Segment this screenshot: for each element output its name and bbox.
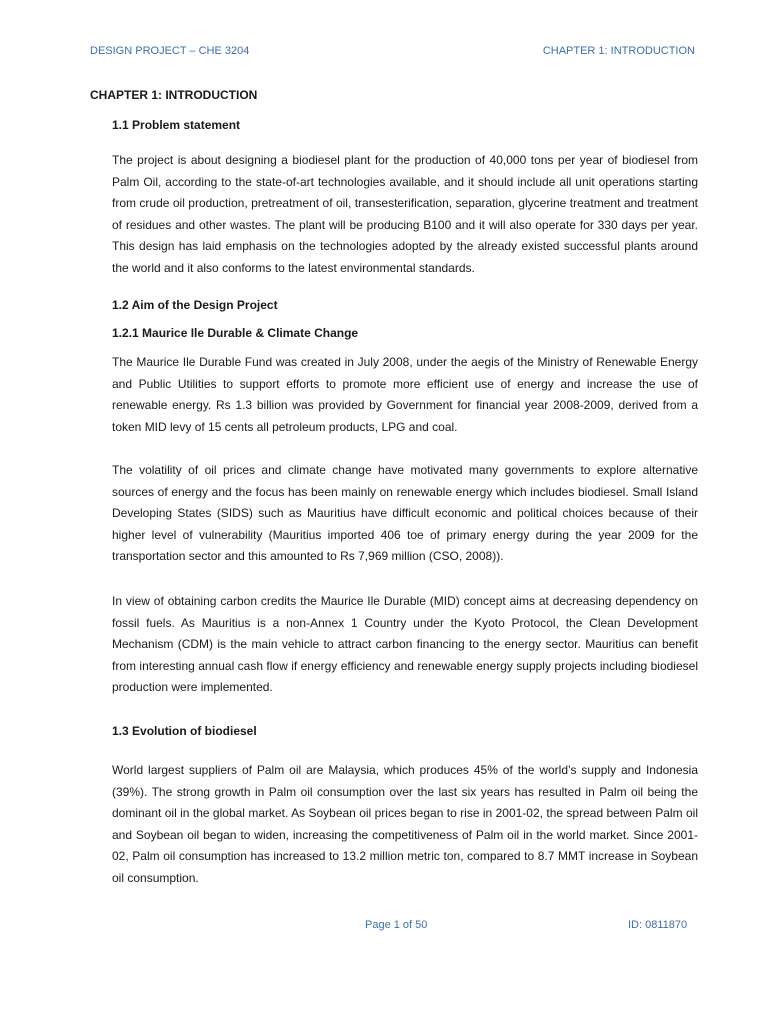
- paragraph-mid-fund: The Maurice Ile Durable Fund was created in July 2008, under the aegis of the Ministry of Renewable Energy and Public Utilities to support efforts to promote more efficient use of energy and increase the use of renewable energy. Rs 1.3 billion was provided by Government for financial year 2008-2009, derived from a token MID levy of 15 cents all petroleum products, LPG and coal.: [112, 355, 698, 434]
- paragraph-problem-statement: The project is about designing a biodiesel plant for the production of 40,000 tons per year of biodiesel from Palm Oil, according to the state-of-art technologies available, and it should include all unit operations starting from crude oil production, pretreatment of oil, transesterification, separation, glycerine treatment and treatment of residues and other wastes. The plant will be producing B100 and it will also operate for 330 days per year. This design has laid emphasis on the technologies adopted by the already existed successful plants around the world and it also conforms to the latest environmental standards.: [112, 153, 698, 275]
- footer-page-number: Page 1 of 50: [365, 919, 428, 931]
- subsection-heading-maurice-ile-durable: 1.2.1 Maurice Ile Durable & Climate Change: [112, 326, 359, 340]
- paragraph-carbon-credits: In view of obtaining carbon credits the Maurice Ile Durable (MID) concept aims at decreasing dependency on fossil fuels. As Mauritius is a non-Annex 1 Country under the Kyoto Protocol, the Clean Development Mechanism (CDM) is the main vehicle to attract carbon financing to the energy sector. Mauritius can benefit from interesting annual cash flow if energy efficiency and renewable energy supply projects including biodiesel production were implemented.: [112, 594, 698, 695]
- section-heading-evolution: 1.3 Evolution of biodiesel: [112, 724, 257, 738]
- footer-student-id: ID: 0811870: [628, 919, 688, 931]
- header-course-title: DESIGN PROJECT – CHE 3204: [90, 45, 250, 57]
- paragraph-oil-volatility: The volatility of oil prices and climate change have motivated many governments to explore alternative sources of energy and the focus has been mainly on renewable energy which includes biodiesel. Small Island Developing States (SIDS) such as Mauritius have difficult economic and political choices because of their higher level of vulnerability (Mauritius imported 406 toe of primary energy during the year 2009 for the transportation sector and this amounted to Rs 7,969 million (CSO, 2008)).: [112, 463, 698, 564]
- header-chapter-title: CHAPTER 1: INTRODUCTION: [542, 45, 695, 57]
- paragraph-evolution: World largest suppliers of Palm oil are Malaysia, which produces 45% of the world’s supply and Indonesia (39%). The strong growth in Palm oil consumption over the last six years has resulted in Palm oil being the dominant oil in the global market. As Soybean oil prices began to rise in 2001-02, the spread between Palm oil and Soybean oil began to widen, increasing the competitiveness of Palm oil in the world market. Since 2001-02, Palm oil consumption has increased to 13.2 million metric ton, compared to 8.7 MMT increase in Soybean oil consumption.: [112, 763, 698, 885]
- section-heading-problem-statement: 1.1 Problem statement: [112, 118, 241, 132]
- chapter-title: CHAPTER 1: INTRODUCTION: [90, 88, 258, 102]
- section-heading-aim: 1.2 Aim of the Design Project: [112, 298, 278, 312]
